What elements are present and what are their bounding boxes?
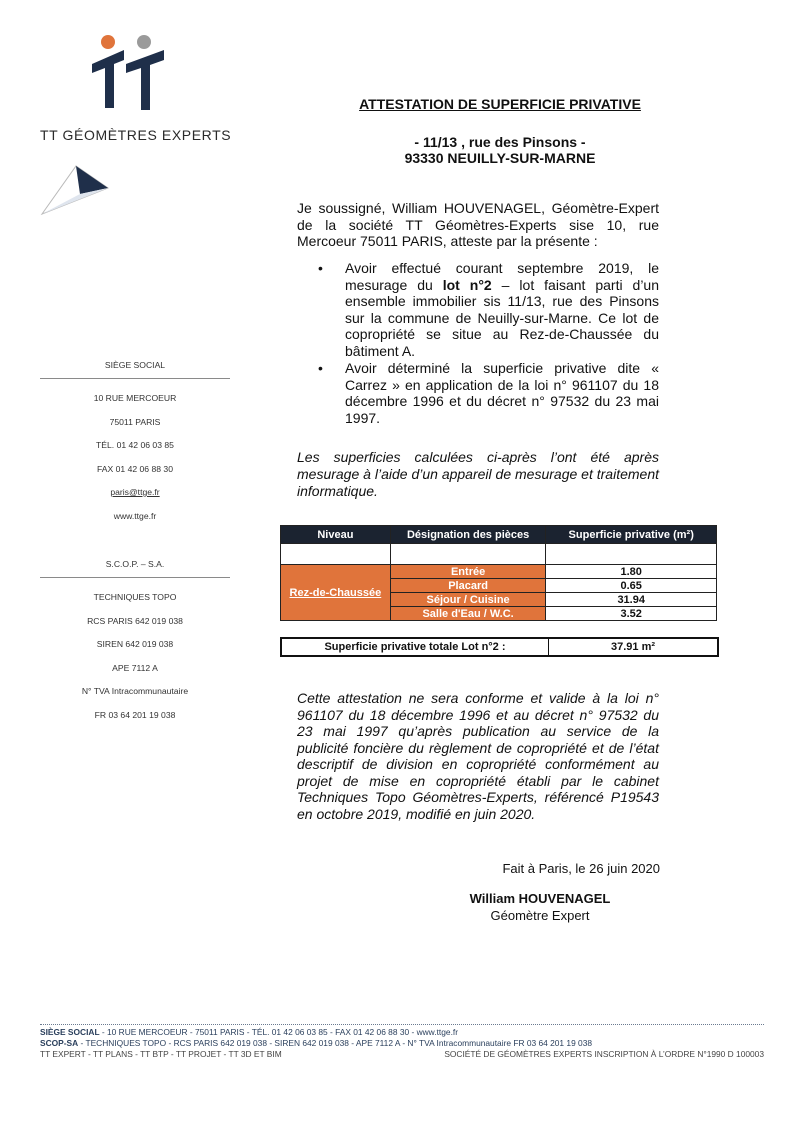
- intro-paragraph: Je soussigné, William HOUVENAGEL, Géomètre-Expert de la société TT Géomètres-Experts sise 10, rue Mercoeur 75011 PARIS, atteste par la présente :: [297, 200, 659, 249]
- scop-line: RCS PARIS 642 019 038: [87, 615, 183, 626]
- table-cell: [546, 544, 717, 565]
- logo-first-t: [92, 50, 124, 108]
- siege-heading: SIÈGE SOCIAL: [104, 360, 166, 370]
- room-name: Salle d'Eau / W.C.: [390, 607, 546, 621]
- website-link[interactable]: www.ttge.fr: [113, 510, 157, 521]
- footer-siege-label: SIÈGE SOCIAL: [40, 1027, 100, 1037]
- document-title: ATTESTATION DE SUPERFICIE PRIVATIVE: [359, 96, 641, 112]
- signatory-title: Géomètre Expert: [490, 908, 590, 923]
- level-cell: [281, 565, 391, 621]
- logo-text: TT GÉOMÈTRES EXPERTS: [40, 127, 232, 143]
- header-superficie: Superficie privative (m²): [546, 526, 717, 544]
- scop-heading: S.C.O.P. – S.A.: [105, 559, 165, 569]
- footer-brands: TT EXPERT - TT PLANS - TT BTP - TT PROJET - TT 3D ET BIM: [40, 1049, 282, 1059]
- room-area: 3.52: [546, 607, 717, 621]
- level-link[interactable]: Rez-de-Chaussée: [289, 586, 382, 599]
- siege-phone: TÉL. 01 42 06 03 85: [96, 440, 174, 450]
- sidebar-divider: [40, 577, 230, 578]
- footer-divider: [40, 1024, 764, 1025]
- scop-line: SIREN 642 019 038: [96, 639, 174, 649]
- siege-fax: FAX 01 42 06 88 30: [97, 463, 173, 474]
- room-area: 0.65: [546, 579, 717, 593]
- property-address: [280, 134, 720, 166]
- bullet-item: [318, 260, 659, 359]
- address-city: 93330 NEUILLY-SUR-MARNE: [404, 150, 596, 166]
- bullet-icon: •: [318, 360, 323, 376]
- conclusion-paragraph: Cette attestation ne sera conforme et valide à la loi n° 961107 du 18 décembre 1996 et au décret n° 97532 du 23 mai 1997 qu’après publication au service de la publicité foncière du règlement de copropriété et de l’état descriptif de division en copropriété conformément au projet de mise en copropriété établi par le cabinet Techniques Topo Géomètres-Experts, référencé P19543 en octobre 2019, modifié en juin 2020.: [297, 690, 659, 822]
- total-label: Superficie privative totale Lot n°2 :: [282, 639, 549, 655]
- sidebar-gap: [40, 532, 230, 559]
- company-logo: [80, 30, 240, 180]
- bullet-list: [318, 260, 659, 427]
- total-surface-box: [280, 637, 719, 657]
- table-blank-row: [281, 544, 717, 565]
- measurement-note: Les superficies calculées ci-après l’ont été après mesurage à l’aide d’un appareil de mesurage et traitement informatique.: [297, 449, 659, 499]
- siege-line: 10 RUE MERCOEUR: [93, 393, 177, 403]
- footer-scop-label: SCOP-SA: [40, 1038, 79, 1048]
- lot-number: lot n°2: [442, 276, 492, 293]
- footer-registration: SOCIÉTÉ DE GÉOMÈTRES EXPERTS INSCRIPTION À L’ORDRE N°1990 D 100003: [444, 1049, 764, 1059]
- room-name: Placard: [390, 579, 546, 593]
- bullet-item: [318, 360, 659, 426]
- email-link[interactable]: paris@ttge.fr: [110, 487, 160, 497]
- page-footer: [40, 1024, 764, 1060]
- signatory-name: William HOUVENAGEL: [469, 891, 611, 906]
- bullet-text: Avoir déterminé la superficie privative dite « Carrez » en application de la loi n° 961107 du 18 décembre 1996 et du décret n° 97532 du 23 mai 1997.: [345, 360, 659, 426]
- place-and-date: Fait à Paris, le 26 juin 2020: [502, 861, 660, 876]
- table-cell: [390, 544, 546, 565]
- logo-orange-dot: [101, 35, 115, 49]
- table-header-row: [281, 526, 717, 544]
- footer-line-siege: [40, 1027, 764, 1038]
- scop-line: FR 03 64 201 19 038: [94, 709, 176, 720]
- room-name: Entrée: [390, 565, 546, 579]
- room-name: Séjour / Cuisine: [390, 593, 546, 607]
- footer-line-brands: [40, 1049, 764, 1060]
- header-designation: Désignation des pièces: [390, 526, 546, 544]
- logo-grey-dot: [137, 35, 151, 49]
- sidebar-divider: [40, 378, 230, 379]
- siege-line: 75011 PARIS: [109, 416, 161, 427]
- surface-table: [280, 525, 717, 621]
- bullet-text: Avoir effectué courant septembre 2019, le mesurage du: [345, 260, 659, 293]
- footer-siege-text: - 10 RUE MERCOEUR - 75011 PARIS - TÉL. 01 42 06 03 85 - FAX 01 42 06 88 30 - www.ttge.fr: [99, 1027, 459, 1037]
- footer-scop-text: - TECHNIQUES TOPO - RCS PARIS 642 019 038 - SIREN 642 019 038 - APE 7112 A - N° TVA Intracommunautaire FR 03 64 201 19 038: [78, 1038, 593, 1048]
- table-row: [281, 565, 717, 579]
- bullet-icon: •: [318, 260, 323, 276]
- address-street: - 11/13 , rue des Pinsons -: [414, 134, 586, 150]
- bullet-text: – lot faisant parti d’un ensemble immobilier sis 11/13, rue des Pinsons sur la commune de Neuilly-sur-Marne. Ce lot de copropriété se situe au Rez-de-Chaussée du bâtiment A.: [345, 276, 659, 359]
- logo-second-t: [126, 50, 164, 110]
- sidebar: [40, 360, 230, 731]
- table-cell: [281, 544, 391, 565]
- room-area: 1.80: [546, 565, 717, 579]
- footer-line-scop: [40, 1038, 764, 1049]
- total-value: 37.91 m²: [610, 641, 656, 653]
- scop-line: TECHNIQUES TOPO: [93, 592, 177, 602]
- scop-line: APE 7112 A: [112, 662, 158, 673]
- scop-line: N° TVA Intracommunautaire: [81, 686, 189, 696]
- room-area: 31.94: [546, 593, 717, 607]
- header-niveau: Niveau: [281, 526, 391, 544]
- triangle-emblem: [40, 160, 110, 216]
